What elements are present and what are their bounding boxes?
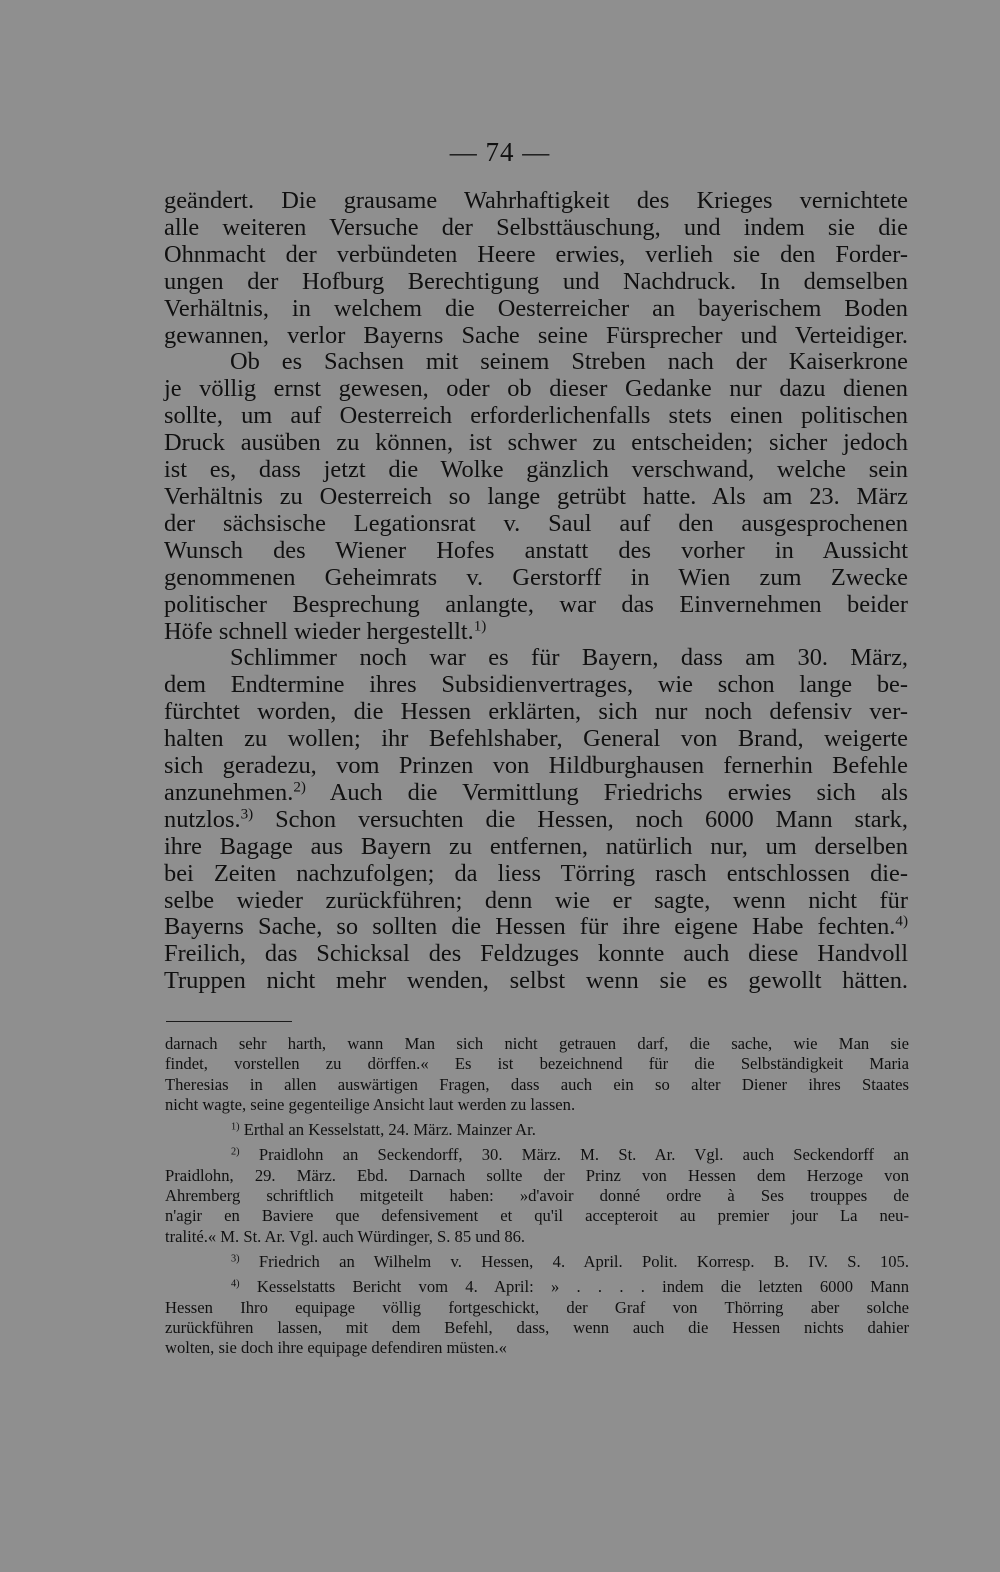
text-line: Verhältnis zu Oesterreich so lange getrübt hatte. Als am 23. März <box>164 482 908 510</box>
text-line: ungen der Hofburg Berechtigung und Nachdruck. In demselben <box>164 267 908 295</box>
text-segment: Auch die Vermittlung Friedrichs erwies sich als <box>329 778 908 806</box>
footnotes <box>165 1034 909 1358</box>
text-line <box>164 914 908 941</box>
footnote-1 <box>165 1120 909 1140</box>
text-line: sich geradezu, vom Prinzen von Hildburghausen fernerhin Befehle <box>164 752 908 780</box>
footnote-line: zurückführen lassen, mit dem Befehl, dass, wenn auch die Hessen nichts dahier <box>165 1317 909 1337</box>
footnote-line: Ahremberg schriftlich mitgeteilt haben: »d'avoir donné ordre à Ses trouppes de <box>165 1186 909 1206</box>
footnote-line <box>165 1145 909 1165</box>
footnote-text: Erthal an Kesselstatt, 24. März. Mainzer Ar. <box>243 1120 536 1140</box>
text-line: halten zu wollen; ihr Befehlshaber, General von Brand, weigerte <box>164 725 908 753</box>
footnote-ref: 1) <box>473 618 487 635</box>
text-line: je völlig ernst gewesen, oder ob dieser Gedanke nur dazu dienen <box>164 375 908 403</box>
text-line: bei Zeiten nachzufolgen; da liess Törring rasch entschlossen die- <box>164 859 908 887</box>
text-line: der sächsische Legationsrat v. Saul auf den ausgesprochenen <box>164 509 908 537</box>
text-line: Ob es Sachsen mit seinem Streben nach der Kaiserkrone <box>230 348 908 376</box>
footnote-line: wolten, sie doch ihre equipage defendiren müsten.« <box>165 1338 507 1358</box>
text-line <box>164 619 908 646</box>
text-line: ist es, dass jetzt die Wolke gänzlich verschwand, welche sein <box>164 456 908 484</box>
text-line: ihre Bagage aus Bayern zu entfernen, natürlich nur, um derselben <box>164 832 908 860</box>
footnote-line: Hessen Ihro equipage völlig fortgeschickt, der Graf von Thörring aber solche <box>165 1297 909 1317</box>
footnote-line: Praidlohn, 29. März. Ebd. Darnach sollte der Prinz von Hessen dem Herzoge von <box>165 1165 909 1185</box>
footnote-marker: 4) <box>231 1278 240 1290</box>
footnote-line: tralité.« M. St. Ar. Vgl. auch Würdinger, S. 85 und 86. <box>165 1226 526 1246</box>
text-line: gewannen, verlor Bayerns Sache seine Fürsprecher und Verteidiger. <box>164 321 908 349</box>
text-line: Wunsch des Wiener Hofes anstatt des vorher in Aussicht <box>164 536 908 564</box>
footnote-text: Praidlohn an Seckendorff, 30. März. M. St. Ar. Vgl. auch Seckendorff an <box>258 1145 909 1165</box>
text-segment: Höfe schnell wieder hergestellt. <box>164 617 474 645</box>
text-line: sollte, um auf Oesterreich erforderlichenfalls stets einen politischen <box>164 402 908 430</box>
footnote-line: nicht wagte, seine gegenteilige Ansicht laut werden zu lassen. <box>165 1094 576 1114</box>
text-line: geändert. Die grausame Wahrhaftigkeit des Krieges vernichtete <box>164 187 908 214</box>
footnote-2 <box>165 1145 909 1246</box>
footnote-line <box>165 1252 909 1272</box>
text-line: politischer Besprechung anlangte, war das Einvernehmen beider <box>164 590 908 618</box>
main-text <box>164 188 908 995</box>
footnote-4 <box>165 1277 909 1358</box>
text-line: fürchtet worden, die Hessen erklärten, sich nur noch defensiv ver- <box>164 698 908 726</box>
footnote-continuation <box>165 1034 909 1115</box>
footnote-line: findet, vorstellen zu dörffen.« Es ist bezeichnend für die Selbständigkeit Maria <box>165 1054 909 1074</box>
text-line: Schlimmer noch war es für Bayern, dass am 30. März, <box>230 644 908 672</box>
text-line: genommenen Geheimrats v. Gerstorff in Wien zum Zwecke <box>164 563 908 591</box>
text-line: alle weiteren Versuche der Selbsttäuschung, und indem sie die <box>164 213 908 241</box>
footnote-text: Kesselstatts Bericht vom 4. April: » . . . . indem die letzten 6000 Mann <box>256 1277 910 1297</box>
footnote-marker: 3) <box>231 1253 240 1265</box>
footnote-line <box>165 1277 909 1297</box>
footnote-marker: 1) <box>231 1121 240 1133</box>
footnote-divider <box>166 1021 292 1022</box>
footnote-line <box>165 1120 909 1140</box>
footnote-marker: 2) <box>231 1146 240 1158</box>
text-segment: anzunehmen. <box>164 778 294 806</box>
footnote-line: Theresias in allen auswärtigen Fragen, dass auch ein so alter Diener ihres Staates <box>165 1074 909 1094</box>
text-line: dem Endtermine ihres Subsidienvertrages, wie schon lange be- <box>164 671 908 699</box>
text-line <box>164 780 908 807</box>
text-line <box>164 807 908 834</box>
text-line: Ohnmacht der verbündeten Heere erwies, verlieh sie den Forder- <box>164 240 908 268</box>
text-segment: Schon versuchten die Hessen, noch 6000 Mann stark, <box>275 805 908 833</box>
text-segment: Bayerns Sache, so sollten die Hessen für ihre eigene Habe fechten. <box>164 913 896 941</box>
footnote-line: n'agir en Baviere que defensivement et qu'il accepteroit au premier jour La neu- <box>165 1206 909 1226</box>
footnote-ref: 3) <box>240 806 254 823</box>
text-segment: nutzlos. <box>164 805 241 833</box>
footnote-ref: 2) <box>293 779 306 796</box>
footnote-3 <box>165 1252 909 1272</box>
footnote-ref: 4) <box>895 914 908 931</box>
text-line: Verhältnis, in welchem die Oesterreicher an bayerischem Boden <box>164 294 908 322</box>
footnote-line: darnach sehr harth, wann Man sich nicht getrauen darf, die sache, wie Man sie <box>165 1034 909 1053</box>
text-line: selbe wieder zurückführen; denn wie er sagte, wenn nicht für <box>164 886 908 914</box>
footnote-text: Friedrich an Wilhelm v. Hessen, 4. April. Polit. Korresp. B. IV. S. 105. <box>258 1251 909 1271</box>
text-line: Truppen nicht mehr wenden, selbst wenn sie es gewollt hätten. <box>164 967 908 995</box>
text-line: Druck ausüben zu können, ist schwer zu entscheiden; sicher jedoch <box>164 429 908 457</box>
text-line: Freilich, das Schicksal des Feldzuges konnte auch diese Handvoll <box>164 940 908 968</box>
page-number: — 74 — <box>449 137 551 167</box>
